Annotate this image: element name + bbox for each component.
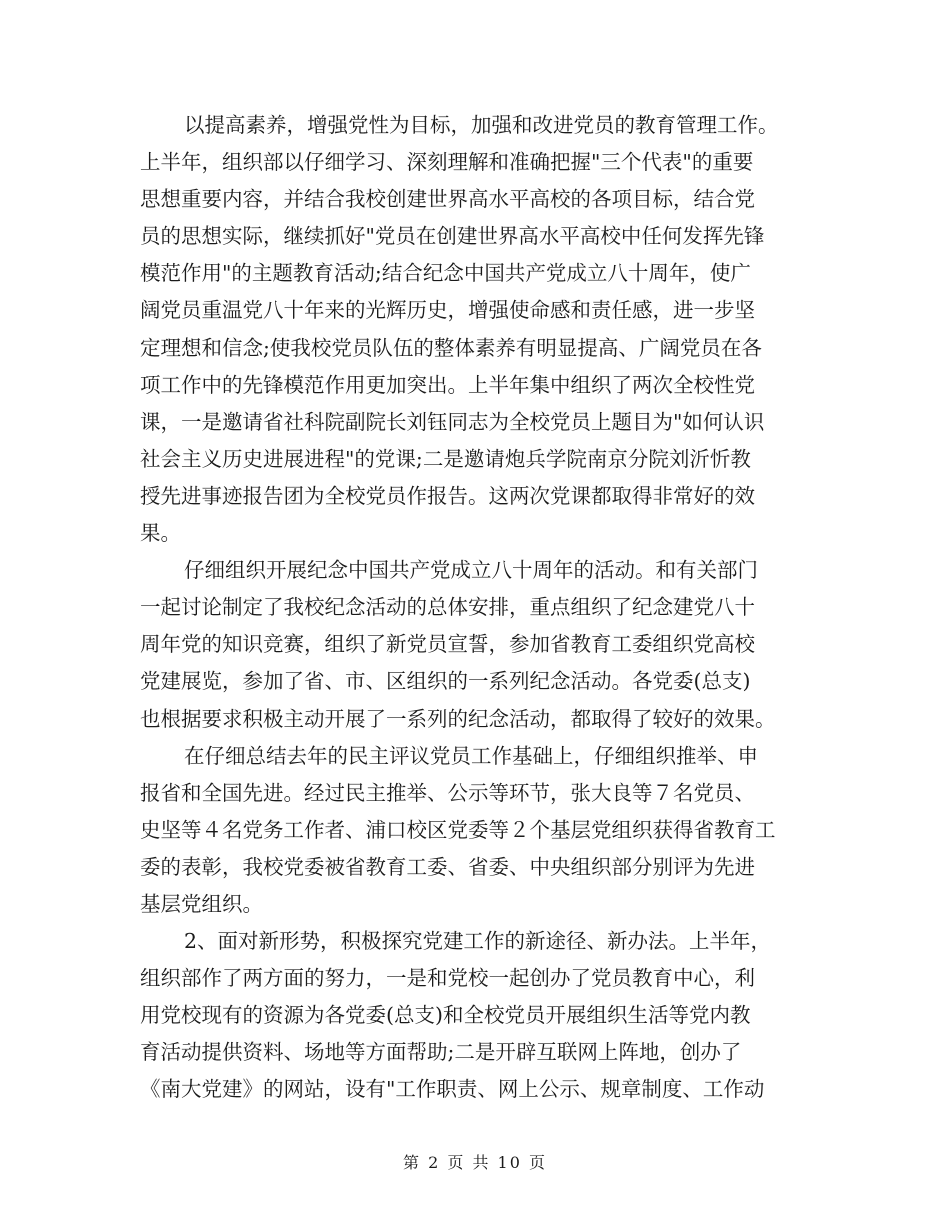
- paragraph-line: 社会主义历史进展进程"的党课;二是邀请炮兵学院南京分院刘沂忻教: [140, 446, 751, 471]
- paragraph-line: 上半年，组织部以仔细学习、深刻理解和准确把握"三个代表"的重要: [140, 150, 754, 175]
- paragraph-line: 在仔细总结去年的民主评议党员工作基础上，仔细组织推举、申: [184, 743, 758, 768]
- paragraph-line: 思想重要内容，并结合我校创建世界高水平高校的各项目标，结合党: [140, 187, 755, 212]
- paragraph-line: 项工作中的先锋模范作用更加突出。上半年集中组织了两次全校性党: [140, 372, 755, 397]
- paragraph-line: 2、面对新形势，积极探究党建工作的新途径、新办法。上半年，: [184, 929, 772, 954]
- paragraph-line: 组织部作了两方面的努力，一是和党校一起创办了党员教育中心，利: [140, 966, 755, 991]
- paragraph-line: 一起讨论制定了我校纪念活动的总体安排，重点组织了纪念建党八十: [140, 595, 755, 620]
- paragraph-line: 党建展览，参加了省、市、区组织的一系列纪念活动。各党委(总支): [140, 669, 751, 694]
- paragraph-line: 基层党组织。: [140, 891, 263, 916]
- paragraph-line: 周年党的知识竞赛，组织了新党员宣誓，参加省教育工委组织党高校: [140, 632, 755, 657]
- paragraph-line: 用党校现有的资源为各党委(总支)和全校党员开展组织生活等党内教: [140, 1003, 751, 1028]
- paragraph-line: 以提高素养，增强党性为目标，加强和改进党员的教育管理工作。: [184, 113, 779, 137]
- paragraph-line: 育活动提供资料、场地等方面帮助;二是开辟互联网上阵地，创办了: [140, 1040, 742, 1065]
- paragraph-line: 课，一是邀请省社科院副院长刘钰同志为全校党员上题目为"如何认识: [140, 409, 765, 434]
- paragraph-line: 报省和全国先进。经过民主推举、公示等环节，张大良等７名党员、: [140, 780, 755, 805]
- paragraph-line: 定理想和信念;使我校党员队伍的整体素养有明显提高、广阔党员在各: [140, 335, 762, 360]
- document-body: [140, 107, 802, 1109]
- page-number-footer: 第 2 页 共 10 页: [403, 1153, 547, 1172]
- paragraph-line: 果。: [140, 521, 181, 546]
- paragraph-line: 仔细组织开展纪念中国共产党成立八十周年的活动。和有关部门: [184, 558, 758, 583]
- paragraph-line: 授先进事迹报告团为全校党员作报告。这两次党课都取得非常好的效: [140, 483, 755, 508]
- paragraph-line: 模范作用"的主题教育活动;结合纪念中国共产党成立八十周年，使广: [140, 261, 751, 286]
- paragraph-line: 员的思想实际，继续抓好"党员在创建世界高水平高校中任何发挥先锋: [140, 224, 765, 249]
- paragraph-line: 《南大党建》的网站，设有"工作职责、网上公示、规章制度、工作动: [140, 1077, 765, 1102]
- paragraph-line: 也根据要求积极主动开展了一系列的纪念活动，都取得了较好的效果。: [140, 706, 776, 731]
- paragraph-line: 委的表彰，我校党委被省教育工委、省委、中央组织部分别评为先进: [140, 854, 755, 879]
- paragraph-line: 阔党员重温党八十年来的光辉历史，增强使命感和责任感，进一步坚: [140, 298, 755, 323]
- paragraph-line: 史坚等４名党务工作者、浦口校区党委等２个基层党组织获得省教育工: [140, 817, 776, 842]
